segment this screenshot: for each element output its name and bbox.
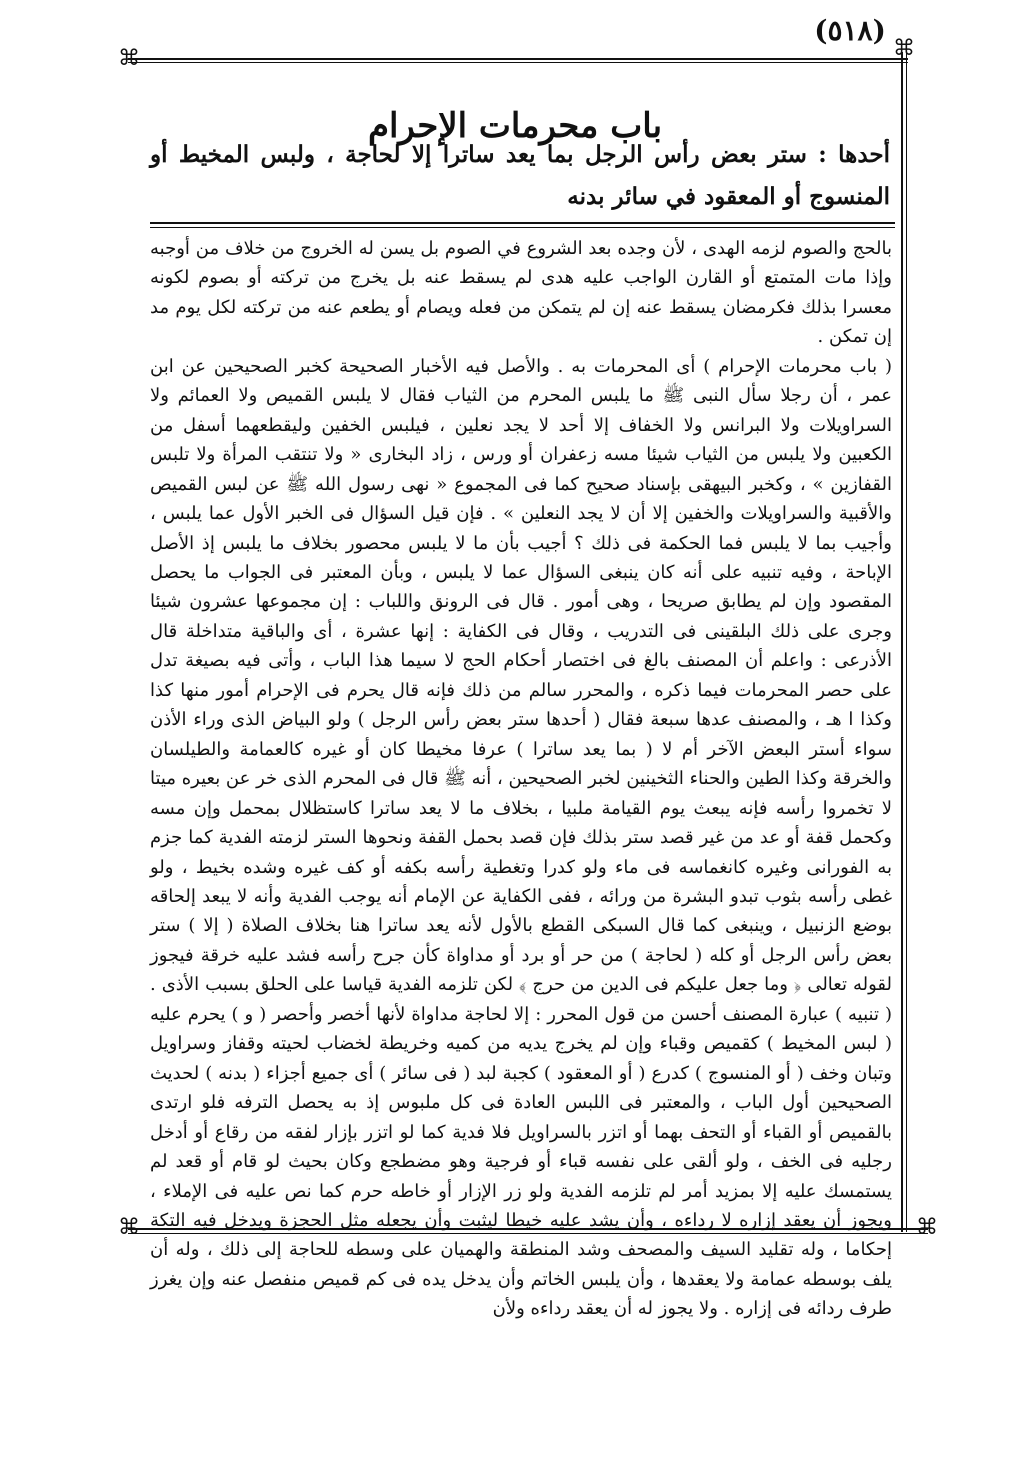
commentary-paragraph: بالحج والصوم لزمه الهدى ، لأن وجده بعد الشروع في الصوم بل يسن له الخروج من خلاف من أوجبه وإذا مات المتمتع أو القارن الواجب عليه هدى لم يسقط عنه بل يخرج من تركته أو بصوم لكونه معسرا بذلك فكرمضان يسقط عنه إن لم يتمكن من فعله ويصام أو يطعم عنه من تركته لكل يوم مد إن تمكن . [150, 238, 892, 348]
matn-text: أحدها : ستر بعض رأس الرجل بما يعد ساترا إلا لحاجة ، ولبس المخيط أو المنسوج أو المعقود في سائر بدنه [150, 141, 890, 210]
corner-ornament-icon: ⌘ [893, 36, 915, 61]
corner-ornament-icon: ⌘ [118, 46, 140, 71]
matn-divider [150, 222, 895, 224]
frame-right-rule [901, 52, 903, 1232]
chapter-title: باب محرمات الإحرام [367, 105, 663, 146]
commentary-body [150, 234, 892, 1324]
corner-ornament-icon: ⌘ [118, 1215, 140, 1240]
corner-ornament-icon: ⌘ [916, 1215, 938, 1240]
page-number: (٥١٨) [814, 14, 886, 47]
commentary-paragraph: ( باب محرمات الإحرام ) أى المحرمات به . والأصل فيه الأخبار الصحيحة كخبر الصحيحين عن ابن عمر ، أن رجلا سأل النبى ﷺ ما يلبس المحرم من الثياب فقال لا يلبس القميص ولا العمائم ولا السراويلات ولا البرانس ولا الخفاف إلا أحد لا يجد نعلين ، فيلبس الخفين وليقطعهما أسفل من الكعبين ولا يلبس من الثياب شيئا مسه زعفران أو ورس ، زاد البخارى « ولا تنتقب المرأة ولا تلبس القفازين » ، وكخبر البيهقى بإسناد صحيح كما فى المجموع « نهى رسول الله ﷺ عن لبس القميص والأقبية والسراويلات والخفين إلا أن لا يجد النعلين » . فإن قيل السؤال فى الخبر الأول عما يلبس ، وأجيب بما لا يلبس فما الحكمة فى ذلك ؟ أجيب بأن ما لا يلبس محصور بخلاف ما يلبس إذ الأصل الإباحة ، وفيه تنبيه على أنه كان ينبغى السؤال عما لا يلبس ، وبأن المعتبر فى الجواب ما يحصل المقصود وإن لم يطابق صريحا ، وهى أمور . قال فى الرونق واللباب : إن مجموعها عشرون شيئا وجرى على ذلك البلقينى فى التدريب ، وقال فى الكفاية : إنها عشرة ، أى والباقية متداخلة قال الأذرعى : واعلم أن المصنف بالغ فى اختصار أحكام الحج لا سيما هذا الباب ، وأتى فيه بصيغة تدل على حصر المحرمات فيما ذكره ، والمحرر سالم من ذلك فإنه قال يحرم فى الإحرام أمور منها كذا وكذا ا هـ ، والمصنف عدها سبعة فقال ( أحدها ستر بعض رأس الرجل ) ولو البياض الذى وراء الأذن سواء أستر البعض الآخر أم لا ( بما يعد ساترا ) عرفا مخيطا كان أو غيره كالعمامة والطيلسان والخرقة وكذا الطين والحناء الثخينين لخبر الصحيحين ، أنه ﷺ قال فى المحرم الذى خر عن بعيره ميتا لا تخمروا رأسه فإنه يبعث يوم القيامة ملبيا ، بخلاف ما لا يعد ساترا كاستظلال بمحمل وإن مسه وكحمل قفة أو عد من غير قصد ستر بذلك فإن قصد بحمل القفة ونحوها الستر لزمته الفدية كما جزم به الفورانى وغيره كانغماسه فى ماء ولو كدرا وتغطية رأسه بكفه أو كف غيره وشده بخيط ، ولو غطى رأسه بثوب تبدو البشرة من ورائه ، ففى الكفاية عن الإمام أنه يوجب الفدية وأنه لا يبعد إلحاقه بوضع الزنبيل ، وينبغى كما قال السبكى القطع بالأول لأنه يعد ساترا هنا بخلاف الصلاة ( إلا ) ستر بعض رأس الرجل أو كله ( لحاجة ) من حر أو برد أو مداواة كأن جرح رأسه فشد عليه خرقة فيجوز لقوله تعالى ﴿ وما جعل عليكم فى الدين من حرج ﴾ لكن تلزمه الفدية قياسا على الحلق بسبب الأذى . ( تنبيه ) عبارة المصنف أحسن من قول المحرر : إلا لحاجة مداواة لأنها أخصر وأحصر ( و ) يحرم عليه ( لبس المخيط ) كقميص وقباء وإن لم يخرج يديه من كميه وخريطة لخضاب لحيته وقفاز وسراويل وتبان وخف ( أو المنسوج ) كدرع ( أو المعقود ) كجبة لبد ( فى سائر ) أى جميع أجزاء ( بدنه ) لحديث الصحيحين أول الباب ، والمعتبر فى اللبس العادة فى كل ملبوس إذ به يحصل الترفه فلو ارتدى بالقميص أو القباء أو التحف بهما أو اتزر بالسراويل فلا فدية كما لو اتزر بإزار لفقه من رقاع أو أدخل رجليه فى الخف ، ولو ألقى على نفسه قباء أو فرجية وهو مضطجع وكان بحيث لو قام أو قعد لم يستمسك عليه إلا بمزيد أمر لم تلزمه الفدية ولو زر الإزار أو خاطه حرم كما نص عليه فى الإملاء ، ويجوز أن يعقد إزاره لا رداءه ، وأن يشد عليه خيطا ليثبت وأن يجعله مثل الحجزة ويدخل فيه التكة إحكاما ، وله تقليد السيف والمصحف وشد المنطقة والهميان على وسطه للحاجة إلى ذلك ، وله أن يلف بوسطه عمامة ولا يعقدها ، وأن يلبس الخاتم وأن يدخل يده فى كم قميص منفصل عنه وإن يغرز طرف ردائه فى إزاره . ولا يجوز له أن يعقد رداءه ولأن [150, 355, 892, 1320]
frame-top-rule [128, 58, 908, 60]
